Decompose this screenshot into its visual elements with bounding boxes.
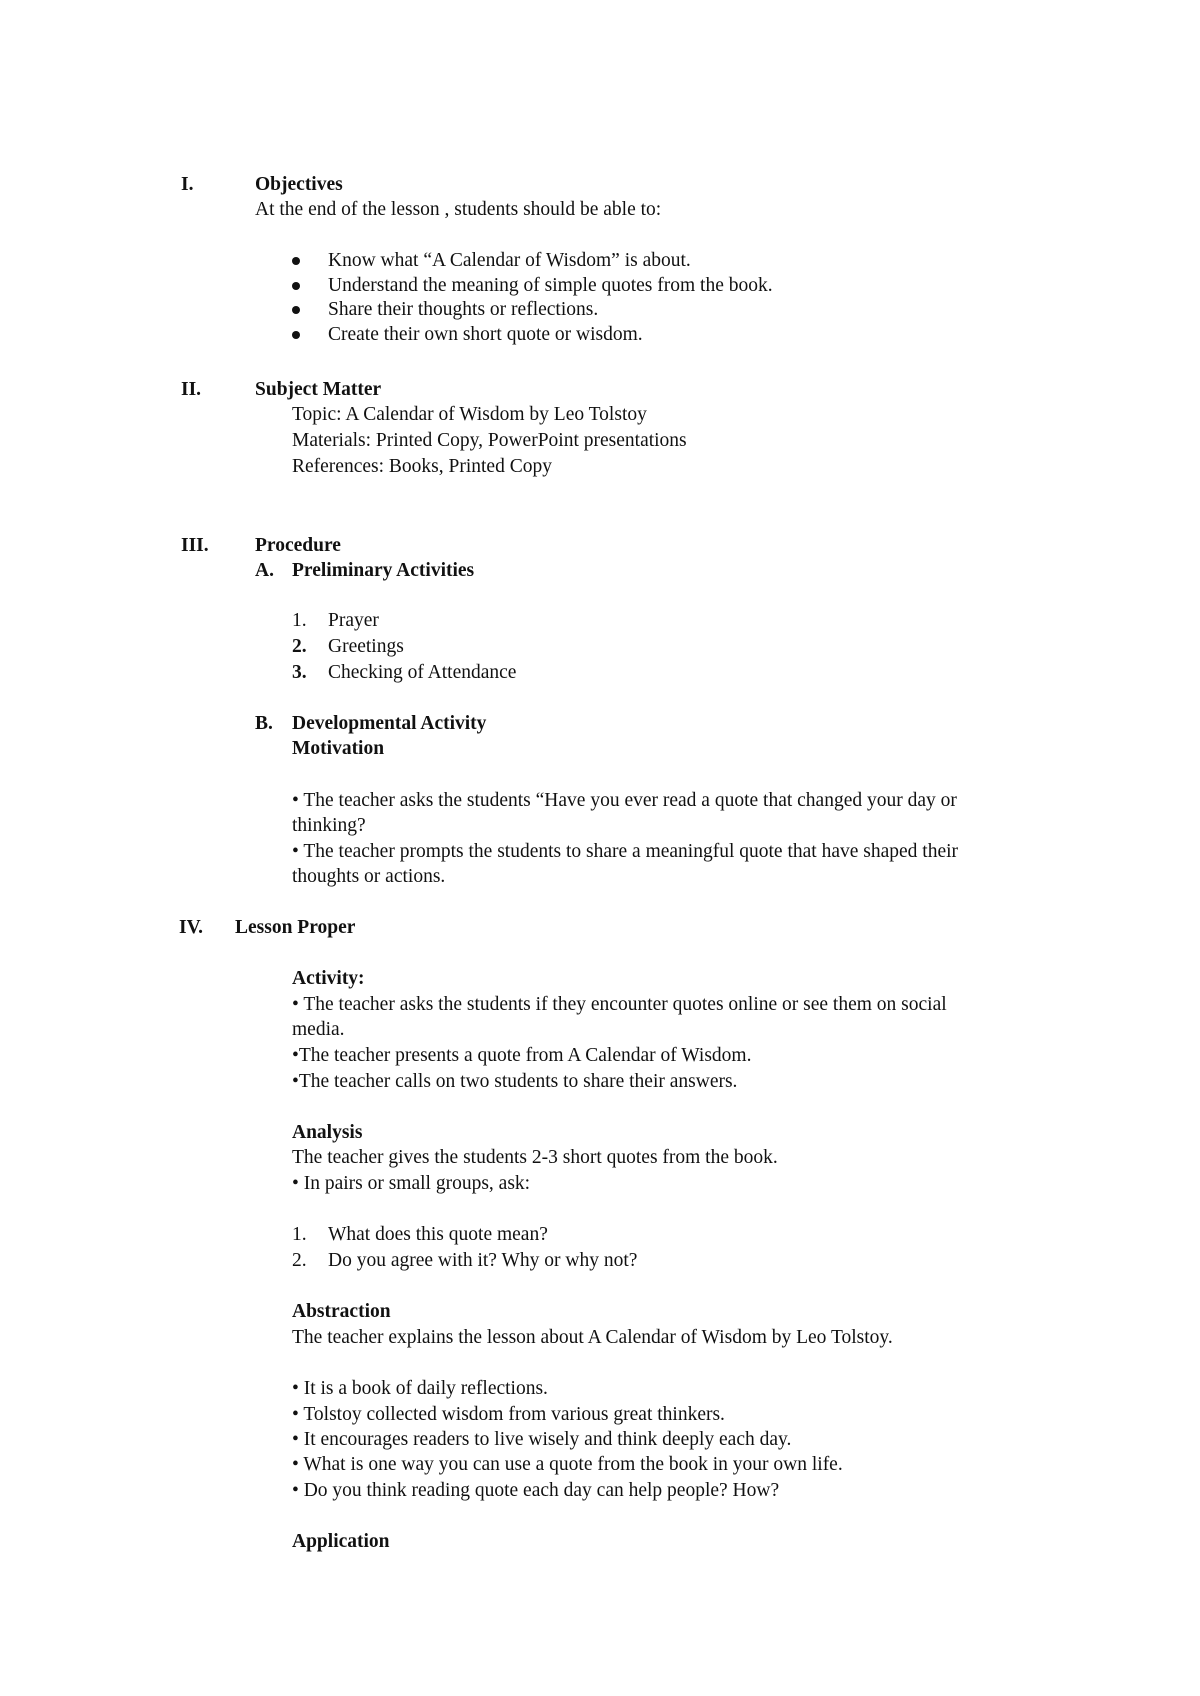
preliminary-item: Greetings <box>328 636 404 657</box>
subsection-heading-preliminary: Preliminary Activities <box>292 560 475 581</box>
list-number: 2. <box>292 636 307 657</box>
analysis-question: Do you agree with it? Why or why not? <box>328 1250 638 1271</box>
abstraction-line: • What is one way you can use a quote from the book in your own life. <box>292 1454 843 1475</box>
subsection-letter-b: B. <box>255 713 273 734</box>
section-numeral-objectives: I. <box>181 174 194 195</box>
objectives-intro: At the end of the lesson , students should be able to: <box>255 199 662 220</box>
analysis-question: What does this quote mean? <box>328 1224 548 1245</box>
section-heading-procedure: Procedure <box>255 535 341 556</box>
objective-item: Understand the meaning of simple quotes from the book. <box>328 275 773 296</box>
section-heading-lesson-proper: Lesson Proper <box>235 917 356 938</box>
subject-topic: Topic: A Calendar of Wisdom by Leo Tolstoy <box>292 404 647 425</box>
subject-materials: Materials: Printed Copy, PowerPoint presentations <box>292 430 687 451</box>
bullet-dot-icon <box>292 282 300 290</box>
activity-line: media. <box>292 1019 345 1040</box>
analysis-line: The teacher gives the students 2-3 short quotes from the book. <box>292 1147 778 1168</box>
list-number: 2. <box>292 1250 307 1271</box>
section-heading-subject-matter: Subject Matter <box>255 379 382 400</box>
list-number: 3. <box>292 662 307 683</box>
activity-line: •The teacher calls on two students to share their answers. <box>292 1071 738 1092</box>
section-numeral-procedure: III. <box>181 535 209 556</box>
abstraction-line: • It encourages readers to live wisely and think deeply each day. <box>292 1429 792 1450</box>
bullet-dot-icon <box>292 331 300 339</box>
activity-heading: Activity: <box>292 968 365 989</box>
preliminary-item: Prayer <box>328 610 379 631</box>
motivation-line: thoughts or actions. <box>292 866 446 887</box>
motivation-line: thinking? <box>292 815 366 836</box>
list-number: 1. <box>292 610 307 631</box>
abstraction-intro: The teacher explains the lesson about A Calendar of Wisdom by Leo Tolstoy. <box>292 1327 893 1348</box>
application-heading: Application <box>292 1531 390 1552</box>
objective-item: Know what “A Calendar of Wisdom” is about. <box>328 250 691 271</box>
section-numeral-subject-matter: II. <box>181 379 202 400</box>
analysis-heading: Analysis <box>292 1122 363 1143</box>
bullet-dot-icon <box>292 257 300 265</box>
objective-item: Create their own short quote or wisdom. <box>328 324 643 345</box>
motivation-heading: Motivation <box>292 738 385 759</box>
abstraction-line: • Tolstoy collected wisdom from various great thinkers. <box>292 1404 725 1425</box>
analysis-line: • In pairs or small groups, ask: <box>292 1173 531 1194</box>
activity-line: • The teacher asks the students if they encounter quotes online or see them on social <box>292 994 947 1015</box>
bullet-dot-icon <box>292 306 300 314</box>
abstraction-line: • It is a book of daily reflections. <box>292 1378 548 1399</box>
preliminary-item: Checking of Attendance <box>328 662 517 683</box>
subject-references: References: Books, Printed Copy <box>292 456 552 477</box>
section-numeral-lesson-proper: IV. <box>179 917 204 938</box>
list-number: 1. <box>292 1224 307 1245</box>
activity-line: •The teacher presents a quote from A Calendar of Wisdom. <box>292 1045 752 1066</box>
motivation-line: • The teacher prompts the students to share a meaningful quote that have shaped their <box>292 841 959 862</box>
abstraction-line: • Do you think reading quote each day can help people? How? <box>292 1480 780 1501</box>
abstraction-heading: Abstraction <box>292 1301 391 1322</box>
section-heading-objectives: Objectives <box>255 174 343 195</box>
motivation-line: • The teacher asks the students “Have you ever read a quote that changed your day or <box>292 790 957 811</box>
subsection-heading-developmental: Developmental Activity <box>292 713 487 734</box>
objective-item: Share their thoughts or reflections. <box>328 299 599 320</box>
subsection-letter-a: A. <box>255 560 274 581</box>
